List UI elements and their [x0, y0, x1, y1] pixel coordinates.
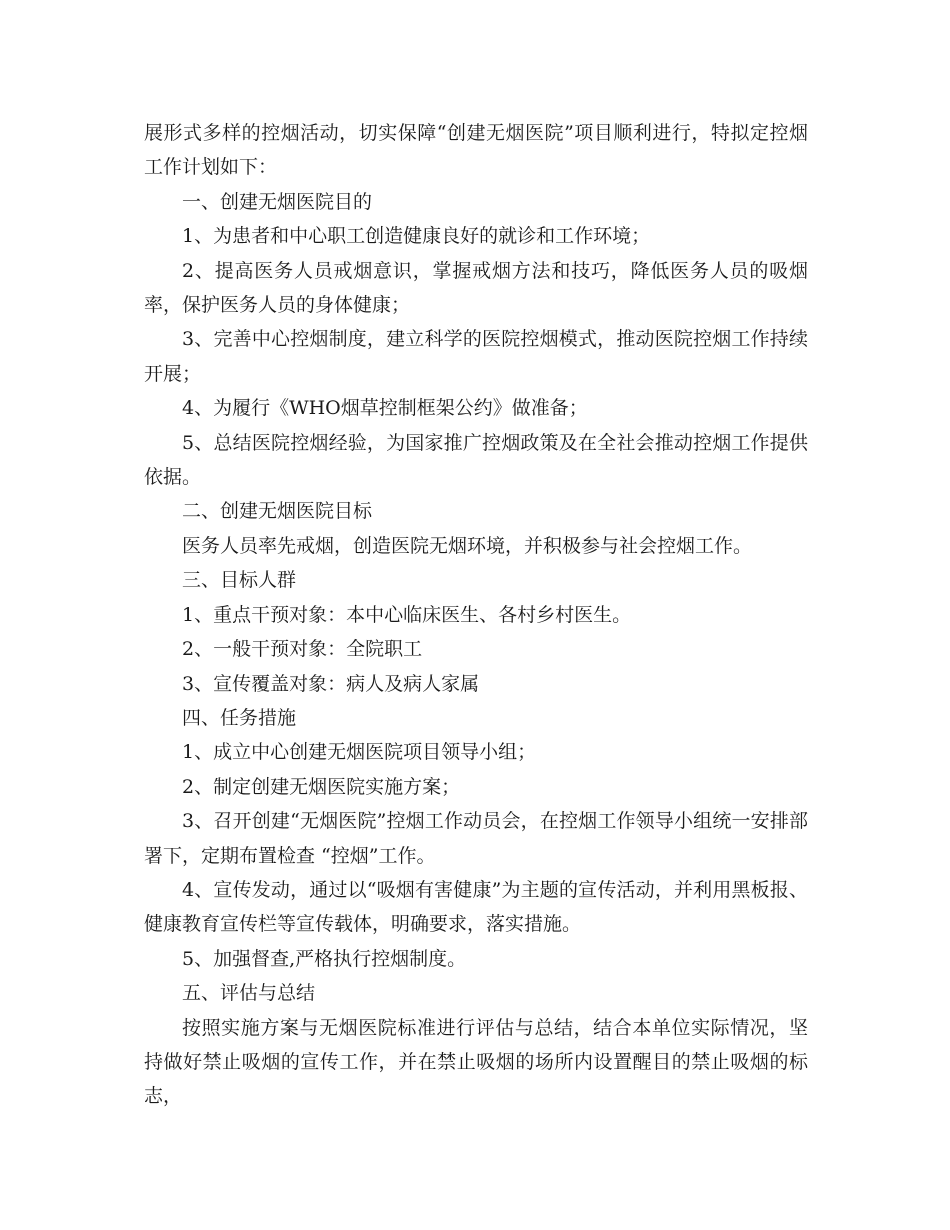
list-item: 5、加强督查,严格执行控烟制度。 [182, 947, 467, 970]
list-item: 1、重点干预对象：本中心临床医生、各村乡村医生。 [182, 603, 632, 626]
list-item: 1、为患者和中心职工创造健康良好的就诊和工作环境； [182, 225, 651, 248]
list-item: 3、完善中心控烟制度，建立科学的医院控烟模式，推动医院控烟工作持续开展； [144, 328, 808, 385]
list-item: 2、一般干预对象：全院职工 [182, 638, 423, 661]
document-page [144, 116, 808, 1114]
heading-section-1: 一、创建无烟医院目的 [182, 190, 373, 213]
list-item: 5、总结医院控烟经验，为国家推广控烟政策及在全社会推动控烟工作提供依据。 [144, 431, 808, 489]
list-item: 4、宣传发动，通过以“吸烟有害健康”为主题的宣传活动，并利用黑板报、健康教育宣传栏等宣传载体，明确要求，落实措施。 [144, 878, 808, 936]
list-item: 2、制定创建无烟医院实施方案； [182, 775, 461, 798]
heading-section-2: 二、创建无烟医院目标 [182, 500, 373, 523]
list-item: 1、成立中心创建无烟医院项目领导小组； [182, 741, 537, 764]
paragraph-summary: 按照实施方案与无烟医院标准进行评估与总结，结合本单位实际情况，坚持做好禁止吸烟的宣传工作，并在禁止吸烟的场所内设置醒目的禁止吸烟的标志， [144, 1016, 808, 1108]
heading-section-5: 五、评估与总结 [182, 982, 316, 1005]
list-item: 4、为履行《WHO烟草控制框架公约》做准备； [182, 397, 588, 420]
paragraph-intro: 展形式多样的控烟活动，切实保障“创建无烟医院”项目顺利进行，特拟定控烟工作计划如下： [144, 122, 808, 179]
paragraph-goal: 医务人员率先戒烟，创造医院无烟环境，并积极参与社会控烟工作。 [182, 534, 753, 557]
heading-section-3: 三、目标人群 [182, 569, 297, 592]
list-item: 3、宣传覆盖对象：病人及病人家属 [182, 672, 480, 695]
list-item: 3、召开创建“无烟医院”控烟工作动员会，在控烟工作领导小组统一安排部署下，定期布置检查 “控烟”工作。 [144, 810, 808, 867]
heading-section-4: 四、任务措施 [182, 706, 297, 729]
list-item: 2、提高医务人员戒烟意识，掌握戒烟方法和技巧，降低医务人员的吸烟率，保护医务人员的身体健康； [144, 259, 808, 317]
